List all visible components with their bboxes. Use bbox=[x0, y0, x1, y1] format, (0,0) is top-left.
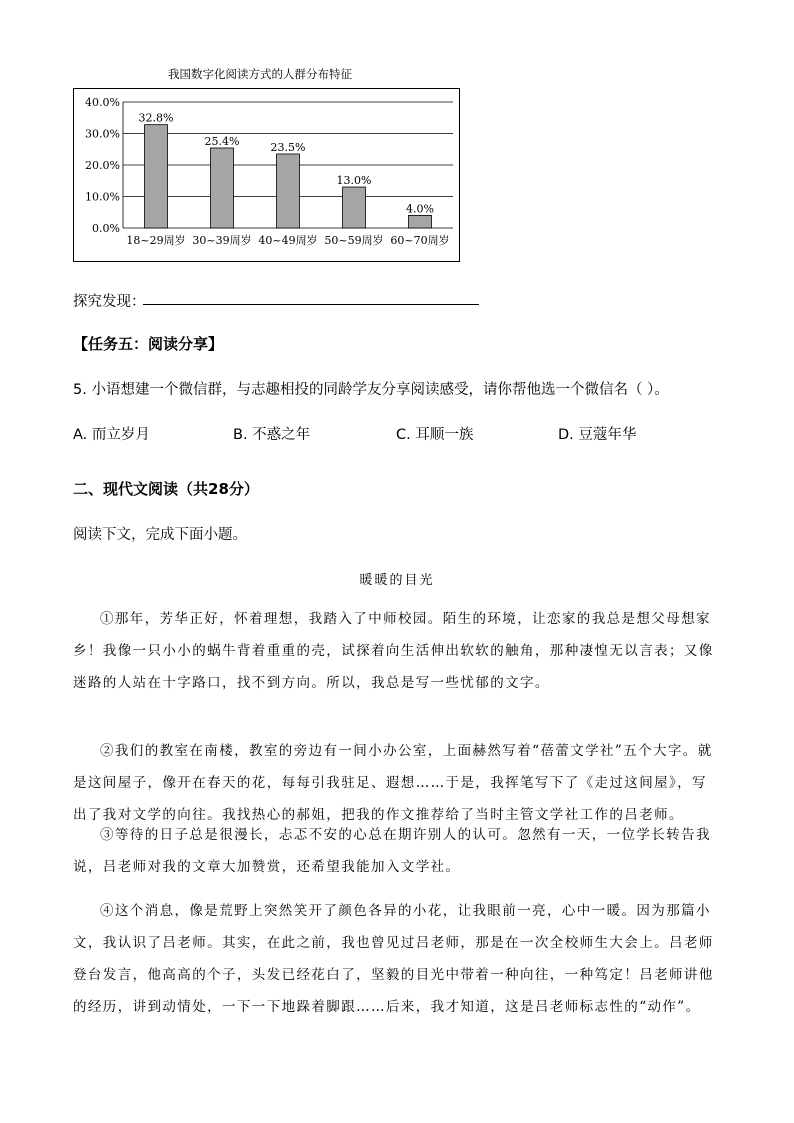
y-tick-label: 0.0% bbox=[92, 222, 120, 235]
section2-instruction: 阅读下文，完成下面小题。 bbox=[73, 527, 247, 543]
x-tick-label: 40~49周岁 bbox=[258, 234, 318, 247]
question5-text: 5. 小语想建一个微信群，与志趣相投的同龄学友分享阅读感受，请你帮他选一个微信名（ ）。 bbox=[73, 382, 669, 398]
bar bbox=[409, 215, 432, 228]
article-paragraph-1: ①那年，芳华正好，怀着理想，我踏入了中师校园。陌生的环境，让恋家的我总是想父母想家乡！我像一只小小的蜗牛背着重重的壳，试探着向生活伸出软软的触角，那种凄惶无以言表；又像迷路的人站在十字路口，找不到方向。所以，我总是写一些忧郁的文字。 bbox=[73, 611, 714, 691]
x-tick-label: 18~29周岁 bbox=[126, 234, 186, 247]
x-tick-label: 50~59周岁 bbox=[324, 234, 384, 247]
y-tick-label: 30.0% bbox=[85, 127, 120, 141]
article-title: 暖暖的目光 bbox=[359, 573, 435, 588]
option-d[interactable]: D. 豆蔻年华 bbox=[558, 427, 637, 443]
option-c[interactable]: C. 耳顺一族 bbox=[396, 427, 474, 443]
option-a[interactable]: A. 而立岁月 bbox=[73, 427, 150, 443]
article-paragraph-4: ④这个消息，像是荒野上突然笑开了颜色各异的小花，让我眼前一亮，心中一暖。因为那篇小文，我认识了吕老师。其实，在此之前，我也曾见过吕老师，那是在一次全校师生大会上。吕老师登台发言，他高高的个子，头发已经花白了，坚毅的目光中带着一种向往，一种笃定！吕老师讲他的经历，讲到动情处，一下一下地跺着脚跟……后来，我才知道，这是吕老师标志性的“动作”。 bbox=[73, 903, 714, 1015]
bar-value-label: 13.0% bbox=[336, 174, 372, 188]
y-tick-label: 40.0% bbox=[85, 96, 120, 109]
explore-label: 探究发现： bbox=[73, 294, 146, 310]
bar bbox=[211, 148, 234, 228]
bar-value-label: 25.4% bbox=[204, 134, 240, 148]
y-tick-label: 10.0% bbox=[85, 190, 120, 204]
bar-value-label: 32.8% bbox=[138, 111, 174, 125]
article-paragraph-3: ③等待的日子总是很漫长，忐忑不安的心总在期许别人的认可。忽然有一天，一位学长转告我说，吕老师对我的文章大加赞赏，还希望我能加入文学社。 bbox=[73, 827, 711, 875]
bar bbox=[343, 187, 366, 228]
section2-heading: 二、现代文阅读（共28分） bbox=[73, 480, 259, 498]
answer-line[interactable] bbox=[143, 304, 479, 305]
bar bbox=[277, 154, 300, 228]
chart-title: 我国数字化阅读方式的人群分布特征 bbox=[168, 67, 352, 81]
bar bbox=[145, 125, 168, 228]
bar-chart bbox=[73, 88, 460, 262]
bar-value-label: 4.0% bbox=[406, 202, 434, 216]
option-b[interactable]: B. 不惑之年 bbox=[233, 427, 311, 443]
task5-heading: 【任务五：阅读分享】 bbox=[73, 335, 224, 353]
y-tick-label: 20.0% bbox=[85, 159, 120, 172]
bar-value-label: 23.5% bbox=[270, 140, 306, 154]
x-tick-label: 60~70周岁 bbox=[390, 234, 450, 247]
article-paragraph-2: ②我们的教室在南楼，教室的旁边有一间小办公室，上面赫然写着“蓓蕾文学社”五个大字。就是这间屋子，像开在春天的花，每每引我驻足、遐想……于是，我挥笔写下了《走过这间屋》，写出了我对文学的向往。我找热心的郝姐，把我的作文推荐给了当时主管文学社工作的吕老师。 bbox=[73, 743, 713, 823]
x-tick-label: 30~39周岁 bbox=[192, 234, 252, 247]
